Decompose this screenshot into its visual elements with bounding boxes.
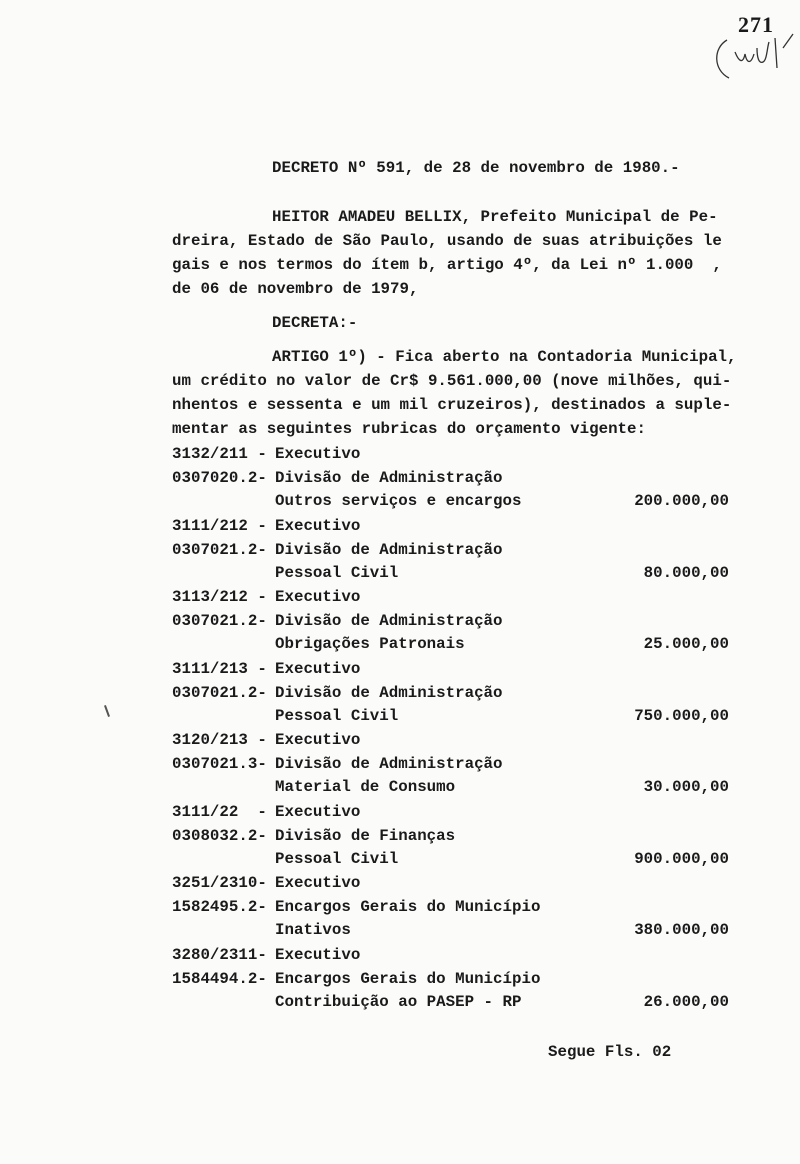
program-code: 0307021.3- xyxy=(172,755,267,773)
department: Divisão de Administração xyxy=(275,469,503,487)
department: Divisão de Administração xyxy=(275,540,503,559)
expense-item: Contribuição ao PASEP - RP xyxy=(275,992,522,1011)
program-code: 1582495.2- xyxy=(172,898,267,916)
unit-label: Executivo xyxy=(275,445,361,463)
expense-item: Pessoal Civil xyxy=(275,849,399,868)
amount: 25.000,00 xyxy=(643,635,729,653)
handwritten-rubric xyxy=(705,30,800,85)
department: Divisão de Administração xyxy=(275,683,503,702)
department: Encargos Gerais do Município xyxy=(275,969,541,988)
unit-label: Executivo xyxy=(275,516,361,535)
account-code: 3251/2310- xyxy=(172,874,267,892)
account-code: 3111/22 - xyxy=(172,802,267,821)
unit-label: Executivo xyxy=(275,659,361,678)
continuation-note: Segue Fls. 02 xyxy=(548,1043,672,1061)
account-code: 3111/212 - xyxy=(172,516,267,535)
decree-title: DECRETO Nº 591, de 28 de novembro de 1980.- xyxy=(272,159,680,177)
expense-item: Pessoal Civil xyxy=(275,706,399,725)
amount: 380.000,00 xyxy=(634,921,729,939)
unit-label: Executivo xyxy=(275,802,361,821)
account-code: 3132/211 - xyxy=(172,445,267,463)
preamble-line: dreira, Estado de São Paulo, usando de suas atribuições le xyxy=(172,232,722,250)
amount: 900.000,00 xyxy=(634,849,729,868)
program-code: 0307021.2- xyxy=(172,612,267,630)
unit-label: Executivo xyxy=(275,588,361,606)
amount: 200.000,00 xyxy=(634,492,729,510)
decreta-heading: DECRETA:- xyxy=(272,314,358,332)
page-number: 271 xyxy=(738,12,774,37)
program-code: 0307021.2- xyxy=(172,540,267,559)
article-line: mentar as seguintes rubricas do orçamento vigente: xyxy=(172,420,646,438)
expense-item: Obrigações Patronais xyxy=(275,635,465,653)
account-code: 3120/213 - xyxy=(172,731,267,749)
amount: 30.000,00 xyxy=(643,778,729,796)
program-code: 0307020.2- xyxy=(172,469,267,487)
account-code: 3111/213 - xyxy=(172,659,267,678)
account-code: 3280/2311- xyxy=(172,945,267,964)
department: Encargos Gerais do Município xyxy=(275,898,541,916)
preamble-line: HEITOR AMADEU BELLIX, Prefeito Municipal de Pe- xyxy=(272,208,718,226)
department: Divisão de Finanças xyxy=(275,826,456,845)
amount: 750.000,00 xyxy=(634,706,729,725)
stray-mark xyxy=(104,705,110,717)
expense-item: Inativos xyxy=(275,921,351,939)
expense-item: Outros serviços e encargos xyxy=(275,492,522,510)
expense-item: Pessoal Civil xyxy=(275,563,399,582)
preamble-line: gais e nos termos do ítem b, artigo 4º, da Lei nº 1.000 , xyxy=(172,256,722,274)
article-line: um crédito no valor de Cr$ 9.561.000,00 (nove milhões, qui- xyxy=(172,372,732,390)
unit-label: Executivo xyxy=(275,731,361,749)
department: Divisão de Administração xyxy=(275,612,503,630)
program-code: 0308032.2- xyxy=(172,826,267,845)
amount: 26.000,00 xyxy=(643,992,729,1011)
amount: 80.000,00 xyxy=(643,563,729,582)
department: Divisão de Administração xyxy=(275,755,503,773)
account-code: 3113/212 - xyxy=(172,588,267,606)
article-line: ARTIGO 1º) - Fica aberto na Contadoria Municipal, xyxy=(272,348,737,366)
preamble-line: de 06 de novembro de 1979, xyxy=(172,280,419,298)
program-code: 1584494.2- xyxy=(172,969,267,988)
expense-item: Material de Consumo xyxy=(275,778,456,796)
unit-label: Executivo xyxy=(275,945,361,964)
article-line: nhentos e sessenta e um mil cruzeiros), destinados a suple- xyxy=(172,396,732,414)
unit-label: Executivo xyxy=(275,874,361,892)
program-code: 0307021.2- xyxy=(172,683,267,702)
